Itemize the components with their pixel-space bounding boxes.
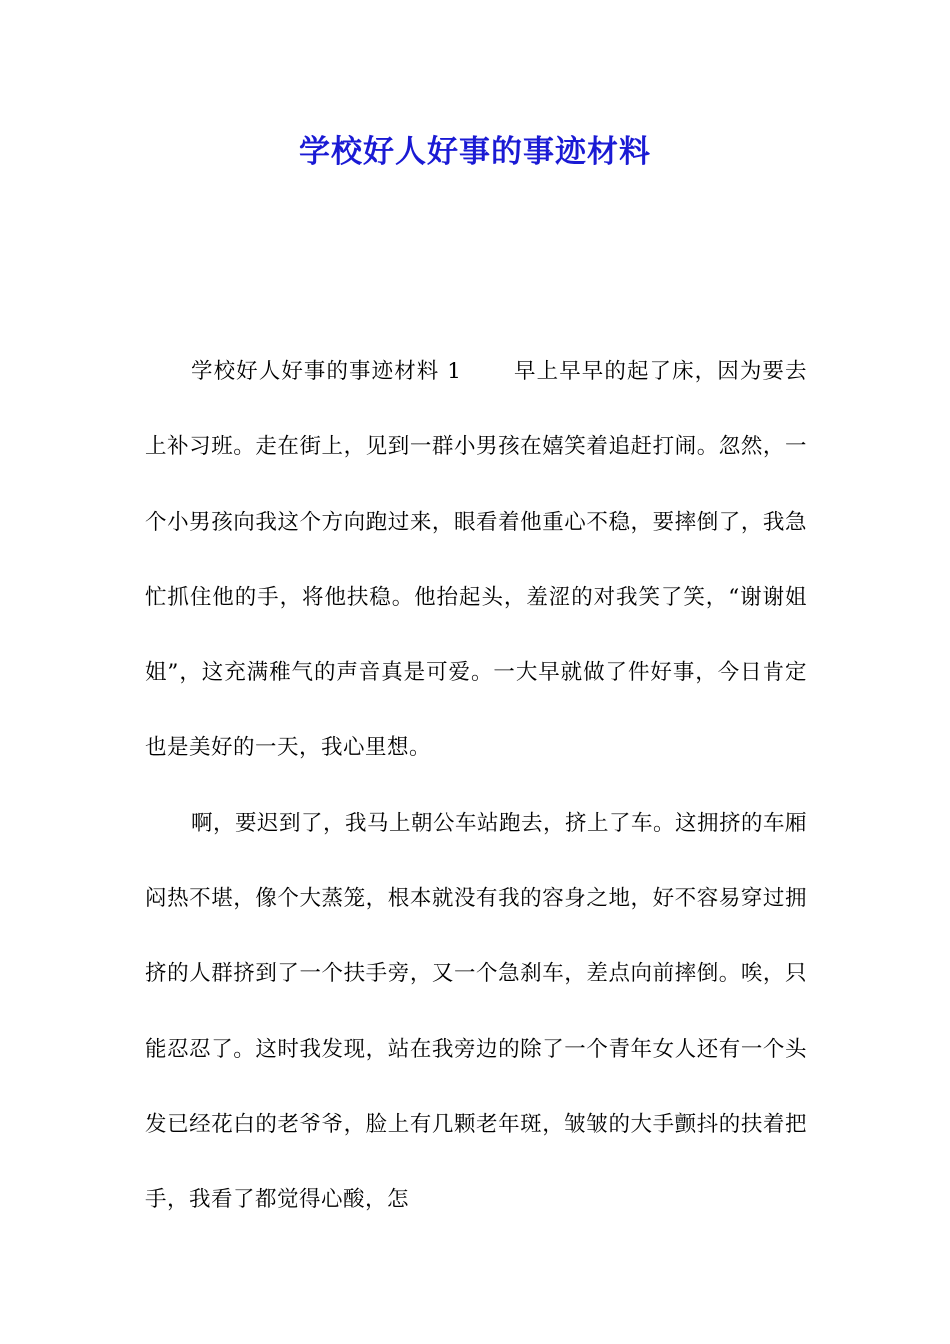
section-heading: 学校好人好事的事迹材料 1 — [191, 359, 462, 384]
document-title: 学校好人好事的事迹材料 — [299, 134, 651, 170]
paragraph-1 — [145, 334, 807, 786]
paragraph-1-text: 早上早早的起了床，因为要去上补习班。走在街上，见到一群小男孩在嬉笑着追赶打闹。忽然，一个小男孩向我这个方向跑过来，眼看着他重心不稳，要摔倒了，我急忙抓住他的手，将他扶稳。他抬起头，羞涩的对我笑了笑，“谢谢姐姐”，这充满稚气的声音真是可爱。一大早就做了件好事，今日肯定也是美好的一天，我心里想。 — [145, 359, 807, 761]
paragraph-2: 啊，要迟到了，我马上朝公车站跑去，挤上了车。这拥挤的车厢闷热不堪，像个大蒸笼，根本就没有我的容身之地，好不容易穿过拥挤的人群挤到了一个扶手旁，又一个急刹车，差点向前摔倒。唉，只能忍忍了。这时我发现，站在我旁边的除了一个青年女人还有一个头发已经花白的老爷爷，脸上有几颗老年斑，皱皱的大手颤抖的扶着把手，我看了都觉得心酸，怎 — [145, 810, 808, 1213]
document-body — [145, 334, 807, 1238]
